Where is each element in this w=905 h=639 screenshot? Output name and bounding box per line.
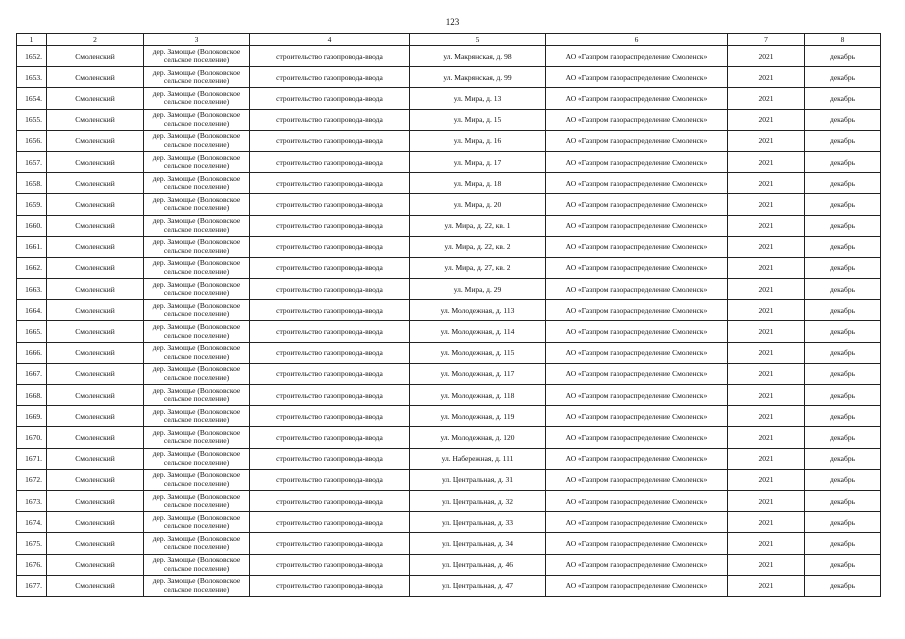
work-type-cell: строительство газопровода-ввода [250,575,410,596]
header-row [17,34,881,46]
address-cell: ул. Центральная, д. 47 [410,575,546,596]
year-cell: 2021 [728,88,805,109]
work-type-cell: строительство газопровода-ввода [250,554,410,575]
settlement-cell: дер. Замощье (Волоковское сельское поселение) [144,406,250,427]
settlement-cell: дер. Замощье (Волоковское сельское поселение) [144,46,250,67]
table-row [17,321,881,342]
row-number-cell: 1663. [17,279,47,300]
district-cell: Смоленский [47,342,144,363]
row-number-cell: 1668. [17,385,47,406]
address-cell: ул. Набережная, д. 111 [410,448,546,469]
month-cell: декабрь [805,109,881,130]
year-cell: 2021 [728,575,805,596]
year-cell: 2021 [728,490,805,511]
row-number-cell: 1658. [17,173,47,194]
organization-cell: АО «Газпром газораспределение Смоленск» [546,279,728,300]
organization-cell: АО «Газпром газораспределение Смоленск» [546,342,728,363]
address-cell: ул. Центральная, д. 31 [410,469,546,490]
month-cell: декабрь [805,533,881,554]
table-row [17,490,881,511]
year-cell: 2021 [728,554,805,575]
district-cell: Смоленский [47,257,144,278]
work-type-cell: строительство газопровода-ввода [250,194,410,215]
month-cell: декабрь [805,130,881,151]
month-cell: декабрь [805,385,881,406]
month-cell: декабрь [805,88,881,109]
work-type-cell: строительство газопровода-ввода [250,300,410,321]
settlement-cell: дер. Замощье (Волоковское сельское поселение) [144,279,250,300]
organization-cell: АО «Газпром газораспределение Смоленск» [546,109,728,130]
district-cell: Смоленский [47,385,144,406]
year-cell: 2021 [728,512,805,533]
table-row [17,279,881,300]
address-cell: ул. Центральная, д. 32 [410,490,546,511]
organization-cell: АО «Газпром газораспределение Смоленск» [546,575,728,596]
work-type-cell: строительство газопровода-ввода [250,130,410,151]
address-cell: ул. Мира, д. 16 [410,130,546,151]
settlement-cell: дер. Замощье (Волоковское сельское поселение) [144,533,250,554]
page-number: 123 [445,17,460,27]
year-cell: 2021 [728,151,805,172]
settlement-cell: дер. Замощье (Волоковское сельское поселение) [144,109,250,130]
year-cell: 2021 [728,173,805,194]
organization-cell: АО «Газпром газораспределение Смоленск» [546,554,728,575]
organization-cell: АО «Газпром газораспределение Смоленск» [546,300,728,321]
work-type-cell: строительство газопровода-ввода [250,490,410,511]
settlement-cell: дер. Замощье (Волоковское сельское поселение) [144,236,250,257]
settlement-cell: дер. Замощье (Волоковское сельское поселение) [144,67,250,88]
settlement-cell: дер. Замощье (Волоковское сельское поселение) [144,512,250,533]
work-type-cell: строительство газопровода-ввода [250,427,410,448]
organization-cell: АО «Газпром газораспределение Смоленск» [546,46,728,67]
table-header [17,34,881,46]
row-number-cell: 1670. [17,427,47,448]
month-cell: декабрь [805,236,881,257]
settlement-cell: дер. Замощье (Волоковское сельское поселение) [144,257,250,278]
year-cell: 2021 [728,406,805,427]
month-cell: декабрь [805,490,881,511]
address-cell: ул. Мира, д. 22, кв. 2 [410,236,546,257]
district-cell: Смоленский [47,67,144,88]
month-cell: декабрь [805,406,881,427]
work-type-cell: строительство газопровода-ввода [250,363,410,384]
district-cell: Смоленский [47,469,144,490]
year-cell: 2021 [728,533,805,554]
address-cell: ул. Центральная, д. 34 [410,533,546,554]
work-type-cell: строительство газопровода-ввода [250,406,410,427]
year-cell: 2021 [728,257,805,278]
work-type-cell: строительство газопровода-ввода [250,385,410,406]
organization-cell: АО «Газпром газораспределение Смоленск» [546,406,728,427]
settlement-cell: дер. Замощье (Волоковское сельское поселение) [144,88,250,109]
organization-cell: АО «Газпром газораспределение Смоленск» [546,257,728,278]
row-number-cell: 1669. [17,406,47,427]
work-type-cell: строительство газопровода-ввода [250,236,410,257]
district-cell: Смоленский [47,236,144,257]
table-row [17,130,881,151]
settlement-cell: дер. Замощье (Волоковское сельское поселение) [144,448,250,469]
district-cell: Смоленский [47,109,144,130]
row-number-cell: 1666. [17,342,47,363]
year-cell: 2021 [728,300,805,321]
address-cell: ул. Мира, д. 17 [410,151,546,172]
row-number-cell: 1672. [17,469,47,490]
address-cell: ул. Молодежная, д. 113 [410,300,546,321]
row-number-cell: 1675. [17,533,47,554]
year-cell: 2021 [728,215,805,236]
table-row [17,300,881,321]
district-cell: Смоленский [47,46,144,67]
column-header: 3 [144,34,250,46]
table-row [17,575,881,596]
organization-cell: АО «Газпром газораспределение Смоленск» [546,512,728,533]
row-number-cell: 1653. [17,67,47,88]
row-number-cell: 1677. [17,575,47,596]
work-type-cell: строительство газопровода-ввода [250,342,410,363]
organization-cell: АО «Газпром газораспределение Смоленск» [546,321,728,342]
table-row [17,469,881,490]
column-header: 4 [250,34,410,46]
row-number-cell: 1657. [17,151,47,172]
month-cell: декабрь [805,342,881,363]
month-cell: декабрь [805,279,881,300]
settlement-cell: дер. Замощье (Волоковское сельское поселение) [144,469,250,490]
organization-cell: АО «Газпром газораспределение Смоленск» [546,363,728,384]
work-type-cell: строительство газопровода-ввода [250,469,410,490]
column-header: 8 [805,34,881,46]
settlement-cell: дер. Замощье (Волоковское сельское поселение) [144,194,250,215]
row-number-cell: 1676. [17,554,47,575]
district-cell: Смоленский [47,151,144,172]
column-header: 6 [546,34,728,46]
table-row [17,385,881,406]
organization-cell: АО «Газпром газораспределение Смоленск» [546,173,728,194]
year-cell: 2021 [728,363,805,384]
year-cell: 2021 [728,46,805,67]
work-type-cell: строительство газопровода-ввода [250,257,410,278]
address-cell: ул. Мира, д. 20 [410,194,546,215]
address-cell: ул. Мира, д. 13 [410,88,546,109]
address-cell: ул. Молодежная, д. 114 [410,321,546,342]
month-cell: декабрь [805,512,881,533]
month-cell: декабрь [805,151,881,172]
row-number-cell: 1667. [17,363,47,384]
work-type-cell: строительство газопровода-ввода [250,279,410,300]
year-cell: 2021 [728,194,805,215]
month-cell: декабрь [805,575,881,596]
month-cell: декабрь [805,554,881,575]
table-row [17,554,881,575]
column-header: 7 [728,34,805,46]
year-cell: 2021 [728,448,805,469]
table-row [17,257,881,278]
district-cell: Смоленский [47,427,144,448]
settlement-cell: дер. Замощье (Волоковское сельское поселение) [144,215,250,236]
settlement-cell: дер. Замощье (Волоковское сельское поселение) [144,321,250,342]
district-cell: Смоленский [47,406,144,427]
table-row [17,363,881,384]
year-cell: 2021 [728,67,805,88]
row-number-cell: 1655. [17,109,47,130]
year-cell: 2021 [728,342,805,363]
organization-cell: АО «Газпром газораспределение Смоленск» [546,130,728,151]
address-cell: ул. Мира, д. 27, кв. 2 [410,257,546,278]
settlement-cell: дер. Замощье (Волоковское сельское поселение) [144,363,250,384]
district-cell: Смоленский [47,279,144,300]
row-number-cell: 1673. [17,490,47,511]
table-row [17,194,881,215]
column-header: 2 [47,34,144,46]
settlement-cell: дер. Замощье (Волоковское сельское поселение) [144,130,250,151]
work-type-cell: строительство газопровода-ввода [250,173,410,194]
address-cell: ул. Молодежная, д. 118 [410,385,546,406]
address-cell: ул. Молодежная, д. 119 [410,406,546,427]
row-number-cell: 1671. [17,448,47,469]
work-type-cell: строительство газопровода-ввода [250,512,410,533]
table-row [17,427,881,448]
work-type-cell: строительство газопровода-ввода [250,215,410,236]
district-cell: Смоленский [47,533,144,554]
month-cell: декабрь [805,173,881,194]
work-type-cell: строительство газопровода-ввода [250,109,410,130]
year-cell: 2021 [728,236,805,257]
month-cell: декабрь [805,448,881,469]
work-type-cell: строительство газопровода-ввода [250,448,410,469]
address-cell: ул. Мира, д. 18 [410,173,546,194]
table-body [17,46,881,597]
row-number-cell: 1660. [17,215,47,236]
row-number-cell: 1654. [17,88,47,109]
month-cell: декабрь [805,257,881,278]
address-cell: ул. Мира, д. 15 [410,109,546,130]
address-cell: ул. Макрянская, д. 99 [410,67,546,88]
table-row [17,215,881,236]
month-cell: декабрь [805,67,881,88]
work-type-cell: строительство газопровода-ввода [250,88,410,109]
row-number-cell: 1674. [17,512,47,533]
address-cell: ул. Центральная, д. 46 [410,554,546,575]
row-number-cell: 1659. [17,194,47,215]
month-cell: декабрь [805,46,881,67]
work-type-cell: строительство газопровода-ввода [250,533,410,554]
month-cell: декабрь [805,469,881,490]
table-row [17,67,881,88]
table-row [17,109,881,130]
organization-cell: АО «Газпром газораспределение Смоленск» [546,236,728,257]
year-cell: 2021 [728,427,805,448]
district-cell: Смоленский [47,448,144,469]
row-number-cell: 1656. [17,130,47,151]
row-number-cell: 1665. [17,321,47,342]
table-row [17,533,881,554]
district-cell: Смоленский [47,490,144,511]
address-cell: ул. Молодежная, д. 120 [410,427,546,448]
organization-cell: АО «Газпром газораспределение Смоленск» [546,469,728,490]
organization-cell: АО «Газпром газораспределение Смоленск» [546,533,728,554]
settlement-cell: дер. Замощье (Волоковское сельское поселение) [144,427,250,448]
address-cell: ул. Центральная, д. 33 [410,512,546,533]
month-cell: декабрь [805,363,881,384]
organization-cell: АО «Газпром газораспределение Смоленск» [546,194,728,215]
table-row [17,46,881,67]
row-number-cell: 1661. [17,236,47,257]
settlement-cell: дер. Замощье (Волоковское сельское поселение) [144,173,250,194]
district-cell: Смоленский [47,321,144,342]
settlement-cell: дер. Замощье (Волоковское сельское поселение) [144,342,250,363]
district-cell: Смоленский [47,215,144,236]
table-row [17,406,881,427]
table-row [17,88,881,109]
year-cell: 2021 [728,109,805,130]
settlement-cell: дер. Замощье (Волоковское сельское поселение) [144,385,250,406]
address-cell: ул. Молодежная, д. 117 [410,363,546,384]
settlement-cell: дер. Замощье (Волоковское сельское поселение) [144,490,250,511]
column-header: 1 [17,34,47,46]
address-cell: ул. Мира, д. 29 [410,279,546,300]
settlement-cell: дер. Замощье (Волоковское сельское поселение) [144,575,250,596]
year-cell: 2021 [728,279,805,300]
table-row [17,448,881,469]
work-type-cell: строительство газопровода-ввода [250,151,410,172]
organization-cell: АО «Газпром газораспределение Смоленск» [546,385,728,406]
settlement-cell: дер. Замощье (Волоковское сельское поселение) [144,554,250,575]
year-cell: 2021 [728,130,805,151]
table-row [17,512,881,533]
year-cell: 2021 [728,469,805,490]
row-number-cell: 1662. [17,257,47,278]
month-cell: декабрь [805,215,881,236]
district-cell: Смоленский [47,130,144,151]
row-number-cell: 1664. [17,300,47,321]
registry-table [16,33,881,597]
organization-cell: АО «Газпром газораспределение Смоленск» [546,88,728,109]
row-number-cell: 1652. [17,46,47,67]
district-cell: Смоленский [47,554,144,575]
organization-cell: АО «Газпром газораспределение Смоленск» [546,67,728,88]
table-row [17,173,881,194]
work-type-cell: строительство газопровода-ввода [250,67,410,88]
district-cell: Смоленский [47,363,144,384]
month-cell: декабрь [805,300,881,321]
organization-cell: АО «Газпром газораспределение Смоленск» [546,215,728,236]
year-cell: 2021 [728,321,805,342]
district-cell: Смоленский [47,512,144,533]
column-header: 5 [410,34,546,46]
year-cell: 2021 [728,385,805,406]
district-cell: Смоленский [47,575,144,596]
district-cell: Смоленский [47,88,144,109]
address-cell: ул. Молодежная, д. 115 [410,342,546,363]
work-type-cell: строительство газопровода-ввода [250,46,410,67]
district-cell: Смоленский [47,300,144,321]
district-cell: Смоленский [47,194,144,215]
organization-cell: АО «Газпром газораспределение Смоленск» [546,448,728,469]
settlement-cell: дер. Замощье (Волоковское сельское поселение) [144,300,250,321]
organization-cell: АО «Газпром газораспределение Смоленск» [546,427,728,448]
address-cell: ул. Мира, д. 22, кв. 1 [410,215,546,236]
month-cell: декабрь [805,321,881,342]
table-row [17,342,881,363]
organization-cell: АО «Газпром газораспределение Смоленск» [546,151,728,172]
month-cell: декабрь [805,194,881,215]
settlement-cell: дер. Замощье (Волоковское сельское поселение) [144,151,250,172]
table-row [17,236,881,257]
table-row [17,151,881,172]
address-cell: ул. Макрянская, д. 98 [410,46,546,67]
organization-cell: АО «Газпром газораспределение Смоленск» [546,490,728,511]
month-cell: декабрь [805,427,881,448]
work-type-cell: строительство газопровода-ввода [250,321,410,342]
district-cell: Смоленский [47,173,144,194]
